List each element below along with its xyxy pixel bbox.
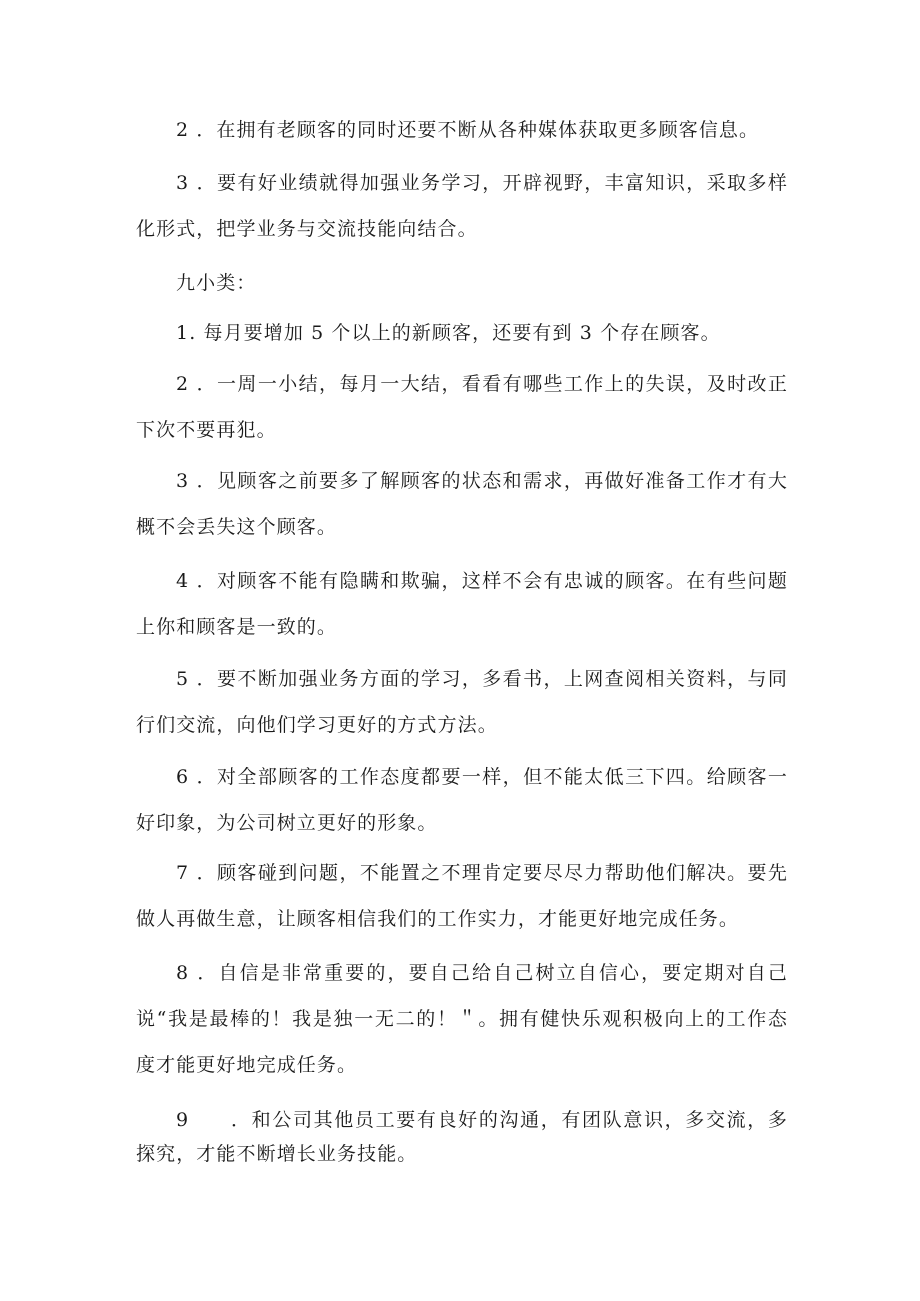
section-heading-nine-categories: 九小类： — [176, 272, 257, 294]
paragraph-nine-item-3: 3 ．见顾客之前要多了解顾客的状态和需求，再做好准备工作才有大概不会丢失这个顾客。 — [136, 470, 788, 538]
paragraph-nine-item-1: 1. 每月要增加 5 个以上的新顾客，还要有到 3 个存在顾客。 — [176, 322, 721, 344]
paragraph-item-2-new-clients: 2 ．在拥有老顾客的同时还要不断从各种媒体获取更多顾客信息。 — [176, 119, 760, 141]
paragraph-nine-item-6: 6 ．对全部顾客的工作态度都要一样，但不能太低三下四。给顾客一好印象，为公司树立更好的形象。 — [136, 766, 788, 834]
paragraph-nine-item-5: 5 ．要不断加强业务方面的学习，多看书，上网查阅相关资料，与同行们交流，向他们学习更好的方式方法。 — [136, 668, 788, 736]
paragraph-nine-item-7: 7 ．顾客碰到问题，不能置之不理肯定要尽尽力帮助他们解决。要先做人再做生意，让顾客相信我们的工作实力，才能更好地完成任务。 — [136, 862, 788, 930]
paragraph-nine-item-8: 8 ．自信是非常重要的，要自己给自己树立自信心，要定期对自己说“我是最棒的！我是独一无二的！＂。拥有健快乐观积极向上的工作态度才能更好地完成任务。 — [136, 962, 788, 1076]
paragraph-nine-item-9: 9 ．和公司其他员工要有良好的沟通，有团队意识，多交流，多探究，才能不断增长业务技能。 — [136, 1109, 788, 1165]
paragraph-item-3-business-study: 3 ．要有好业绩就得加强业务学习，开辟视野，丰富知识，采取多样化形式，把学业务与交流技能向结合。 — [136, 172, 788, 240]
paragraph-nine-item-4: 4 ．对顾客不能有隐瞒和欺骗，这样不会有忠诚的顾客。在有些问题上你和顾客是一致的。 — [136, 570, 788, 638]
paragraph-nine-item-2: 2 ．一周一小结，每月一大结，看看有哪些工作上的失误，及时改正下次不要再犯。 — [136, 373, 788, 441]
